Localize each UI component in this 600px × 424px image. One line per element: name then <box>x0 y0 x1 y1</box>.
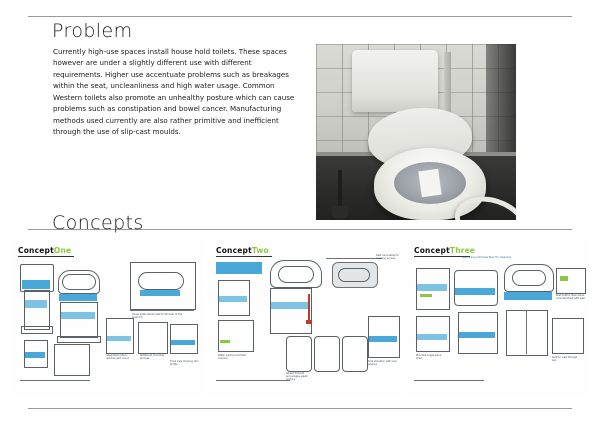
c2-seat-component-aperture <box>338 268 370 282</box>
concept-three-title-word: Concept <box>414 246 450 255</box>
divider-bottom <box>28 408 572 409</box>
problem-heading: Problem <box>52 20 133 42</box>
concept-one-title <box>18 246 71 255</box>
c3-flush-button-green <box>560 276 568 281</box>
concept-one-title-rule <box>18 256 74 257</box>
c3-seat-blue-band <box>504 292 552 300</box>
c1-pedestal-outline <box>24 290 50 330</box>
c2-note-seat-removable: Seat removable for cleaning access <box>376 254 399 261</box>
c3-section-centreline <box>526 310 527 354</box>
divider-top <box>28 16 572 17</box>
c1-detail-underline <box>130 310 194 311</box>
c2-posture-figure-c <box>342 336 368 372</box>
c2-red-annotation-arrow <box>306 320 312 324</box>
c2-unit-iso-view <box>218 320 254 352</box>
c1-small-view-a-band <box>107 336 131 341</box>
c2-posture-figure-a <box>286 336 312 372</box>
c3-flush-panel <box>556 268 586 294</box>
c1-seat-blue-band <box>59 294 97 301</box>
c1-base-outline <box>21 326 53 334</box>
concept-panel-two <box>208 240 404 398</box>
concept-one-title-number: One <box>53 246 72 255</box>
c1-bowl-blue-band <box>61 312 95 319</box>
c1-note-cistern: Integrated cistern reduces part count <box>106 354 129 361</box>
concepts-board <box>6 236 594 402</box>
c1-pedestal-blue-band <box>25 300 47 308</box>
c1-hinge-blue-band <box>140 290 180 296</box>
c3-note-section: Section view through pan <box>552 356 578 363</box>
concept-two-title <box>216 246 269 255</box>
concepts-heading: Concepts <box>52 212 144 234</box>
c1-small-view-c-band <box>171 340 195 345</box>
c2-green-accent <box>220 340 230 343</box>
c3-seat-aperture <box>512 270 546 286</box>
c2-note-footrest: Raised footrest encourages squat posture <box>286 372 308 382</box>
c3-note-flush-panel: Push button flush panel mounted flush with wall <box>556 294 585 301</box>
c3-note-wall-hung: Wall hung unit frees floor for cleaning <box>462 256 511 259</box>
c1-small-view-c <box>170 324 198 354</box>
concept-two-title-number: Two <box>251 246 269 255</box>
c2-note-side-elevation: Side elevation with user posture <box>368 360 397 367</box>
concept-three-title <box>414 246 475 255</box>
c2-unit-blue-band <box>219 296 247 302</box>
photo-toilet-brush-head <box>332 206 348 218</box>
c3-detail-view <box>552 318 584 354</box>
concept-two-title-rule <box>216 256 272 257</box>
c3-front-blue-band <box>417 284 447 291</box>
c2-bowl-side-view <box>270 288 312 334</box>
c1-footer-rule <box>20 380 90 381</box>
concept-two-title-word: Concept <box>216 246 252 255</box>
c1-cistern-blue-fill <box>22 280 50 289</box>
c2-footer-rule <box>216 380 290 381</box>
c3-iso-blue-band <box>455 288 495 295</box>
c3-section-view <box>506 310 548 356</box>
photo-dark-side-panel <box>486 44 516 162</box>
c2-blue-header-bar <box>216 262 262 274</box>
c3-footer-rule <box>414 380 484 381</box>
concept-panel-one <box>10 240 206 398</box>
c2-component-leader-line <box>326 258 382 259</box>
c2-bowl-blue-band <box>271 302 309 309</box>
c1-bowl-base <box>57 336 101 343</box>
c1-render-small-band <box>25 352 45 358</box>
c1-seat-aperture <box>62 274 96 290</box>
c1-note-front-view: Front view showing slim profile <box>170 360 199 367</box>
c1-bowl-body <box>60 302 98 338</box>
c1-render-small-2 <box>54 344 90 376</box>
concept-panel-three <box>406 240 590 398</box>
c1-note-moulding: Rotational moulding process <box>140 354 165 361</box>
photo-cistern <box>352 50 438 112</box>
c1-small-view-b <box>138 322 168 354</box>
c1-note-hinge: Hinge detail allows seat to lift clear of the bowl rim <box>132 313 182 320</box>
c3-lower-view-b-band <box>459 332 495 338</box>
c2-red-annotation-line <box>308 294 310 320</box>
problem-body-text: Currently high-use spaces install house hold toilets. These spaces however are under a slightly different use with different requirements. Higher use accentuate problems such as breakages within the seat, uncleanliness and high water usage. Common Western toilets also promote an unhealthy posture which can cause problems such as constipation and bowel cancer. Manufacturing methods used currently are also rather primitive and inefficient through the use of slip-cast moulds. <box>53 47 295 137</box>
photo-paper-in-bowl <box>418 169 441 198</box>
c3-note-single-piece: Moulded single piece shell <box>416 354 442 361</box>
c2-posture-figure-b <box>314 336 340 372</box>
c2-seat-aperture <box>278 266 314 283</box>
concept-three-title-number: Three <box>449 246 476 255</box>
c3-green-accent-front <box>420 294 432 297</box>
c1-hinge-detail <box>138 272 184 290</box>
c2-section-blue-band <box>369 336 397 342</box>
c3-lower-view-a-band <box>417 334 447 340</box>
c2-note-dual-flush: Water saving dual flush channel <box>218 354 247 361</box>
toilet-cubicle-photo <box>316 44 516 220</box>
concept-one-title-word: Concept <box>18 246 54 255</box>
